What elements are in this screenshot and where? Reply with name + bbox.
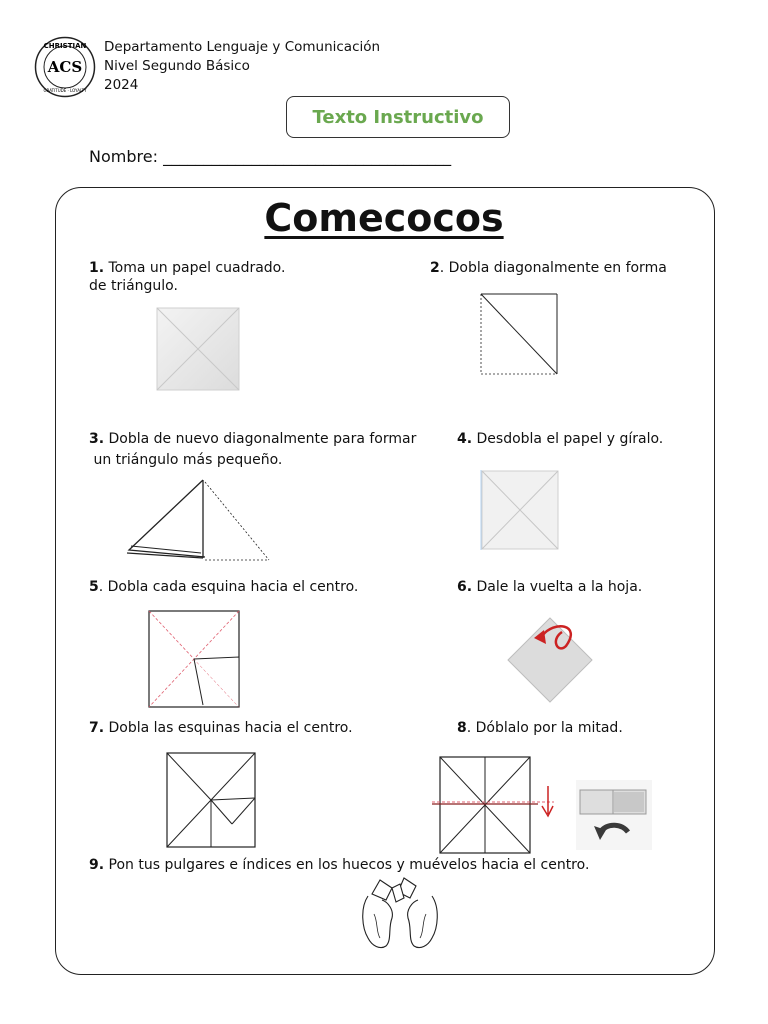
- flip-over-image: [504, 614, 596, 710]
- step-3-continuation: un triángulo más pequeño.: [89, 452, 283, 468]
- unfolded-paper-image: [480, 470, 560, 552]
- logo-bottom-text: GRATITUDE · LOYALTY: [43, 88, 87, 93]
- corners-folded-image: [166, 752, 258, 850]
- school-seal-icon: [34, 36, 96, 98]
- folded-half-photo-image: [576, 780, 652, 850]
- step-text: Desdobla el papel y gíralo.: [472, 431, 664, 447]
- step-4-text: [457, 430, 663, 449]
- step-number: 9.: [89, 857, 105, 873]
- step-number: 7.: [89, 720, 105, 736]
- step-number: 6.: [457, 579, 473, 595]
- step-text: Dobla de nuevo diagonalmente para formar: [104, 431, 417, 447]
- step-1-text: [89, 259, 285, 278]
- step-text: Pon tus pulgares e índices en los huecos y muévelos hacia el centro.: [104, 857, 590, 873]
- step-2-text: [430, 259, 667, 278]
- step-text: . Dobla diagonalmente en forma: [439, 260, 667, 276]
- step-6-text: [457, 578, 642, 597]
- step-text: . Dobla cada esquina hacia el centro.: [98, 579, 359, 595]
- step-number: 3.: [89, 431, 105, 447]
- name-field[interactable]: [89, 147, 451, 166]
- step-number: 5: [89, 579, 99, 595]
- step-9-text: [89, 856, 589, 875]
- step-number: 2: [430, 260, 440, 276]
- corners-to-center-image: [147, 609, 243, 709]
- badge-label: Texto Instructivo: [312, 106, 484, 128]
- step-3-text: [89, 430, 416, 449]
- text-type-badge: [286, 96, 510, 138]
- school-logo: [34, 36, 96, 98]
- name-label: Nombre:: [89, 147, 158, 166]
- step-8-text: [457, 719, 623, 738]
- step-text: . Dóblalo por la mitad.: [466, 720, 623, 736]
- step-2-continuation: de triángulo.: [89, 278, 178, 294]
- step-text: Toma un papel cuadrado.: [104, 260, 286, 276]
- step-number: 8: [457, 720, 467, 736]
- step-text: Dobla las esquinas hacia el centro.: [104, 720, 353, 736]
- department-line: Departamento Lenguaje y Comunicación: [104, 39, 381, 55]
- diagonal-fold-image: [480, 293, 558, 375]
- step-5-text: [89, 578, 358, 597]
- step-text: Dale la vuelta a la hoja.: [472, 579, 643, 595]
- fold-in-half-image: [432, 756, 562, 856]
- step-number: 1.: [89, 260, 105, 276]
- page-title: Comecocos: [264, 196, 504, 240]
- fortune-teller-hands-image: [358, 874, 442, 954]
- step-number: 4.: [457, 431, 473, 447]
- name-underline: ____________________________________: [163, 147, 452, 166]
- logo-top-text: CHRISTIAN: [43, 42, 87, 50]
- square-paper-image: [156, 307, 240, 391]
- year-line: 2024: [104, 77, 139, 93]
- logo-monogram: ACS: [47, 58, 83, 76]
- small-triangle-fold-image: [125, 478, 271, 564]
- level-line: Nivel Segundo Básico: [104, 58, 250, 74]
- step-7-text: [89, 719, 353, 738]
